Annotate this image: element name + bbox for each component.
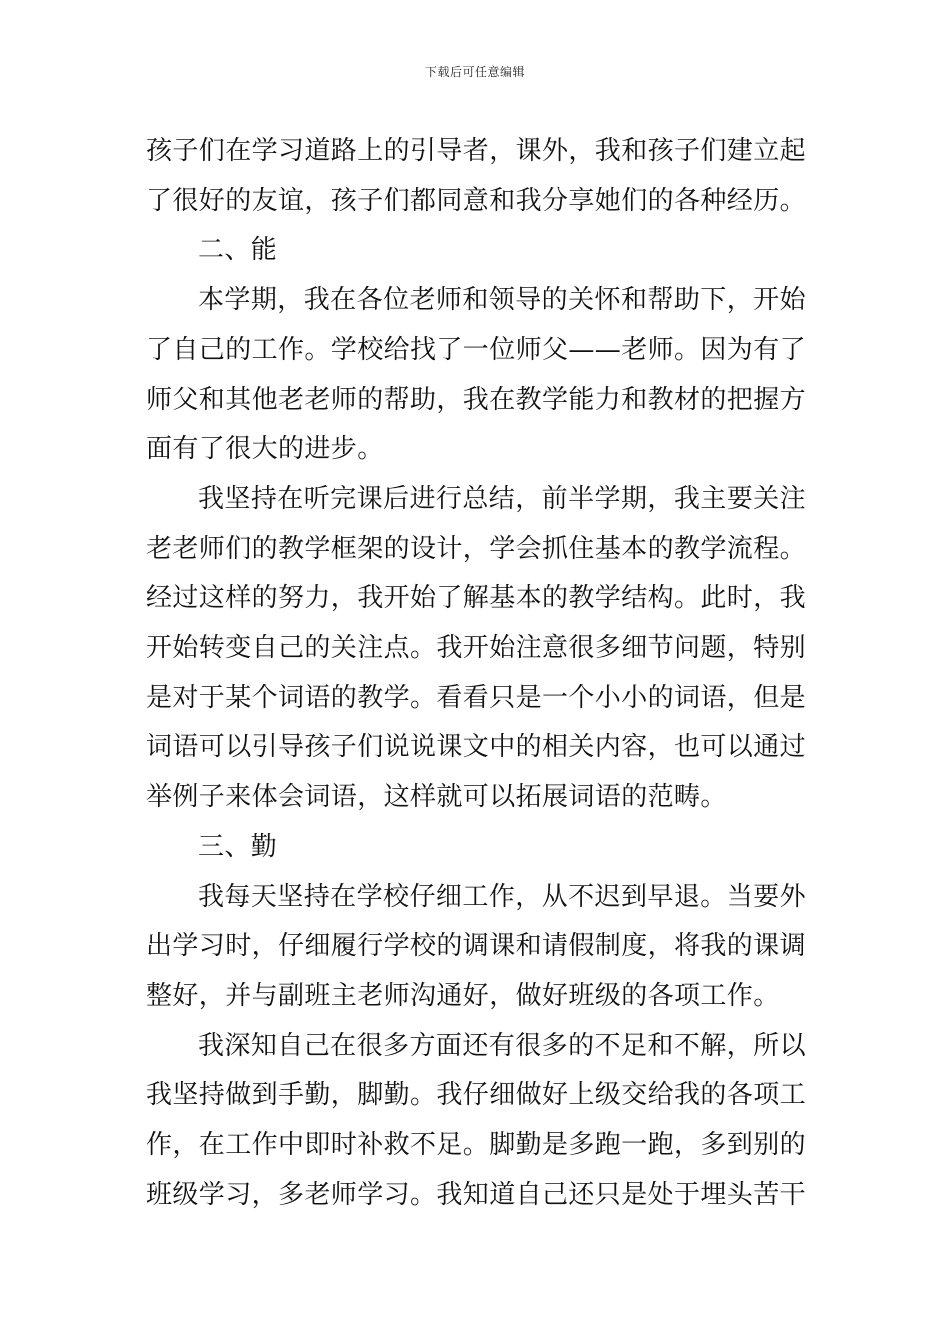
paragraph: 我深知自己在很多方面还有很多的不足和不解，所以我坚持做到手勤，脚勤。我仔细做好上级交给我的各项工作，在工作中即时补救不足。脚勤是多跑一跑，多到别的班级学习，多老师学习。我知道自己还只是处于埋头苦干 — [146, 1030, 807, 1210]
paragraph: 我每天坚持在学校仔细工作，从不迟到早退。当要外出学习时，仔细履行学校的调课和请假制度，将我的课调整好，并与副班主老师沟通好，做好班级的各项工作。 — [146, 881, 807, 1011]
document-body — [146, 127, 806, 1220]
section-heading: 二、能 — [198, 235, 278, 266]
section-heading: 三、勤 — [198, 831, 278, 862]
page-header: 下载后可任意编辑 — [424, 65, 525, 79]
paragraph: 我坚持在听完课后进行总结，前半学期，我主要关注老老师们的教学框架的设计，学会抓住基本的教学流程。经过这样的努力，我开始了解基本的教学结构。此时，我开始转变自己的关注点。我开始注意很多细节问题，特别是对于某个词语的教学。看看只是一个小小的词语，但是词语可以引导孩子们说说课文中的相关内容，也可以通过举例子来体会词语，这样就可以拓展词语的范畴。 — [146, 483, 807, 813]
paragraph: 本学期，我在各位老师和领导的关怀和帮助下，开始了自己的工作。学校给找了一位师父——老师。因为有了师父和其他老老师的帮助，我在教学能力和教材的把握方面有了很大的进步。 — [146, 285, 807, 465]
paragraph: 孩子们在学习道路上的引导者，课外，我和孩子们建立起了很好的友谊，孩子们都同意和我分享她们的各种经历。 — [146, 136, 807, 216]
